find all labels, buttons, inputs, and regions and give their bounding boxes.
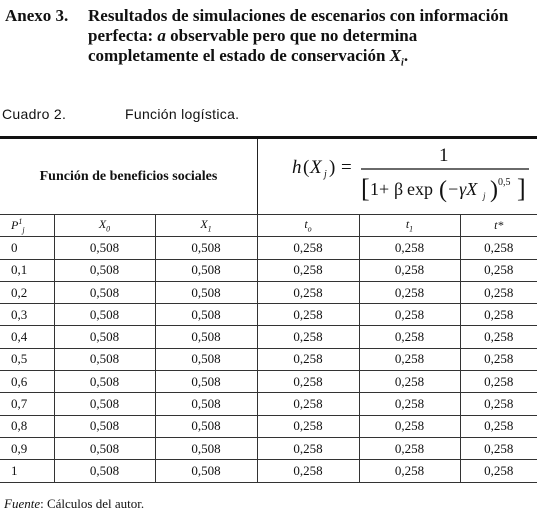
table-source: [4, 496, 144, 512]
table-cell: 0,508: [54, 348, 155, 370]
annex-title-part2: observable pero que no determina completamente el estado de conservación: [88, 26, 418, 65]
table-cell: 0,258: [257, 281, 359, 303]
table-caption-name: Función logística.: [125, 106, 240, 122]
table-cell: 0,5: [0, 348, 54, 370]
table-row: [0, 237, 537, 259]
table-cell: 0,2: [0, 281, 54, 303]
column-header-5: t*: [460, 215, 537, 237]
table-cell: 0,508: [54, 393, 155, 415]
formula-paren-open: (: [439, 177, 447, 203]
table-cell: 0,258: [460, 304, 537, 326]
formula-numerator: 1: [439, 145, 449, 166]
column-header-0: $P^1_j$: [0, 215, 54, 237]
formula-gamma-term: −γX: [447, 179, 478, 199]
table-cell: 0,258: [460, 237, 537, 259]
table-row: [0, 326, 537, 348]
table-cell: 0,258: [257, 348, 359, 370]
table-cell: 0,258: [460, 415, 537, 437]
table-header-row: [0, 215, 537, 237]
annex-title: [88, 6, 528, 73]
table-cell: 0,8: [0, 415, 54, 437]
table-cell: 0,508: [155, 237, 257, 259]
table-cell: 0,508: [155, 393, 257, 415]
table-cell: 0,508: [54, 259, 155, 281]
formula-exp: exp: [407, 179, 433, 199]
table-row: [0, 393, 537, 415]
table-cell: 0,508: [155, 326, 257, 348]
table-cell: 0,508: [54, 437, 155, 459]
annex-title-var: a: [157, 26, 166, 45]
table-cell: 0,258: [460, 460, 537, 482]
column-header-3: $t_o$: [257, 215, 359, 237]
annex-title-end: .: [403, 46, 409, 65]
table-cell: 0,258: [359, 371, 460, 393]
table-left-header: Función de beneficios sociales: [0, 139, 258, 214]
table-row: [0, 259, 537, 281]
formula-paren-close: ): [490, 177, 498, 203]
formula-bracket-close: ]: [517, 174, 526, 203]
formula-lhs-var: X: [310, 157, 322, 178]
table-cell: 0,258: [359, 237, 460, 259]
formula-lhs-sub: j: [324, 169, 327, 180]
formula-graphic: [258, 139, 537, 214]
table-cell: 0,258: [257, 415, 359, 437]
table-cell: 0,4: [0, 326, 54, 348]
table-cell: 0,508: [155, 415, 257, 437]
table-cell: 0,9: [0, 437, 54, 459]
table-row: [0, 281, 537, 303]
table-cell: 0,508: [54, 460, 155, 482]
table-cell: 0,7: [0, 393, 54, 415]
table-cell: 0,258: [359, 415, 460, 437]
table-cell: 0,508: [155, 304, 257, 326]
table-cell: 0,258: [359, 304, 460, 326]
table-cell: 0,508: [155, 460, 257, 482]
table-cell: 0,258: [257, 460, 359, 482]
table-cell: 0,258: [460, 437, 537, 459]
table-row: [0, 415, 537, 437]
formula-bracket-open: [: [361, 174, 370, 203]
table-cell: 0,258: [257, 371, 359, 393]
formula-gamma-sub: j: [483, 191, 486, 201]
table-cell: 0,508: [155, 348, 257, 370]
annex-label: Anexo 3.: [5, 6, 69, 25]
column-header-1: $X_0$: [54, 215, 155, 237]
table-cell: 0,258: [257, 326, 359, 348]
table-cell: 0,258: [460, 326, 537, 348]
table-cell: 0,258: [257, 393, 359, 415]
table-cell: 0,258: [359, 437, 460, 459]
table-cell: 0,258: [359, 393, 460, 415]
table-cell: 0,258: [460, 371, 537, 393]
table-row: [0, 348, 537, 370]
table-row: [0, 437, 537, 459]
table-cell: 0,258: [460, 281, 537, 303]
table-cell: 0,258: [257, 304, 359, 326]
formula-beta: β: [394, 179, 404, 199]
annex-title-var2: $X_i$: [389, 46, 404, 69]
formula-lhs-close: ): [329, 157, 336, 178]
table-cell: 0,508: [54, 304, 155, 326]
table-row: [0, 304, 537, 326]
results-data-table: [0, 214, 537, 483]
table-row: [0, 371, 537, 393]
table-caption-number: Cuadro 2.: [2, 106, 67, 122]
column-header-2: $X_1$: [155, 215, 257, 237]
logistic-formula: [258, 139, 537, 214]
table-cell: 0,258: [359, 281, 460, 303]
table-cell: 0,258: [460, 348, 537, 370]
annex-title-part1: Resultados de simulaciones de escenarios con información perfecta:: [88, 6, 509, 45]
table-cell: 0: [0, 237, 54, 259]
table-cell: 0,1: [0, 259, 54, 281]
table-cell: 0,258: [460, 393, 537, 415]
table-cell: 0,508: [155, 281, 257, 303]
table-body: [0, 237, 537, 482]
table-cell: 0,258: [359, 348, 460, 370]
column-header-4: $t_1$: [359, 215, 460, 237]
table-cell: 0,258: [359, 460, 460, 482]
table-cell: 0,508: [54, 326, 155, 348]
table-cell: 0,6: [0, 371, 54, 393]
table-cell: 0,258: [359, 326, 460, 348]
table-cell: 0,508: [54, 415, 155, 437]
formula-lhs-open: (: [303, 157, 310, 178]
formula-denominator-one: 1+: [370, 179, 390, 199]
table-cell: 0,508: [54, 237, 155, 259]
formula-equals: =: [341, 157, 352, 178]
table-cell: 0,258: [257, 259, 359, 281]
table-cell: 0,258: [460, 259, 537, 281]
table-cell: 0,508: [54, 281, 155, 303]
table-cell: 0,258: [257, 237, 359, 259]
table-cell: 0,258: [359, 259, 460, 281]
table-cell: 0,258: [257, 437, 359, 459]
formula-lhs-func: h: [292, 157, 302, 178]
table-cell: 0,3: [0, 304, 54, 326]
table-cell: 1: [0, 460, 54, 482]
table-cell: 0,508: [155, 259, 257, 281]
table-row: [0, 460, 537, 482]
table-cell: 0,508: [155, 371, 257, 393]
formula-power: 0,5: [498, 177, 511, 188]
source-text: : Cálculos del autor.: [40, 496, 145, 511]
table-cell: 0,508: [155, 437, 257, 459]
source-label: Fuente: [4, 496, 41, 511]
table-cell: 0,508: [54, 371, 155, 393]
